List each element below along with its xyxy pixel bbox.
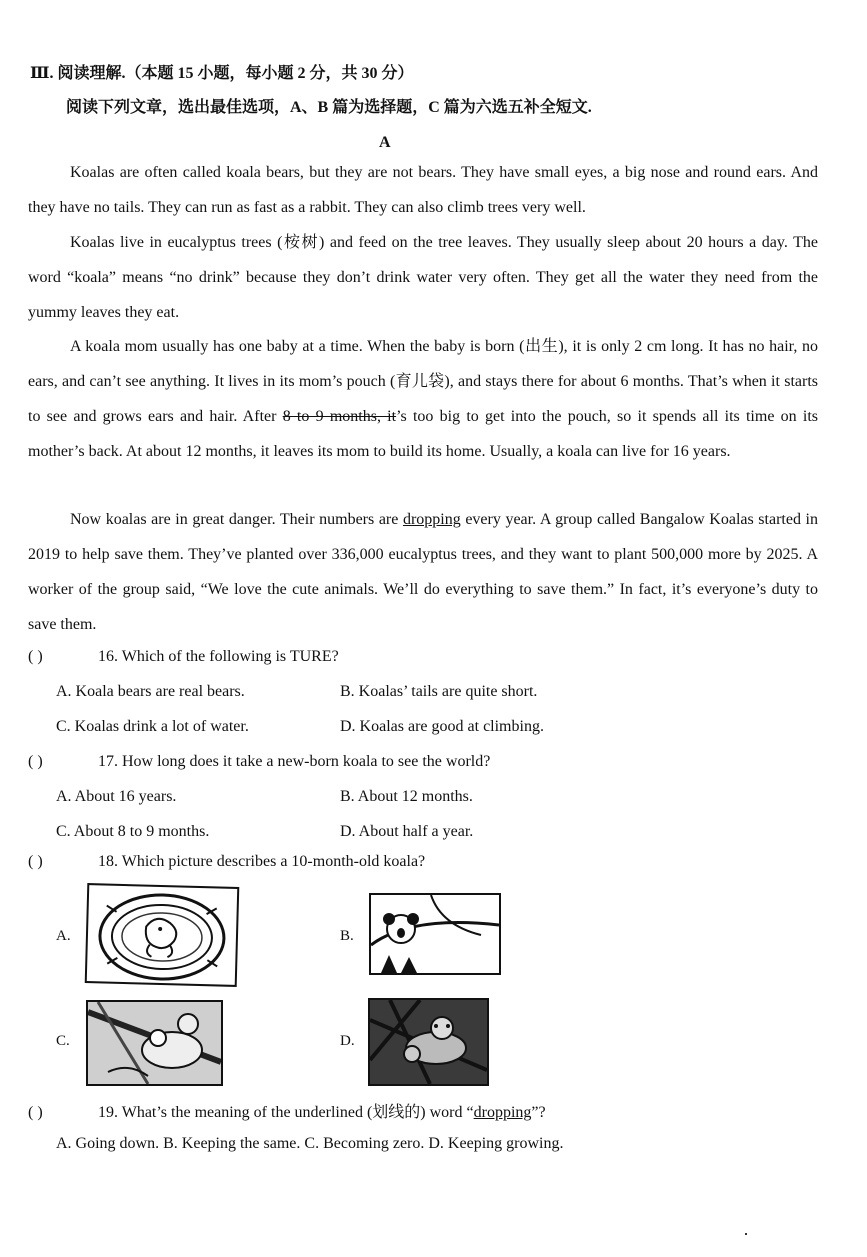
paragraph-3-struck-text: 8 to 9 months, it (282, 408, 397, 425)
question-16 (28, 648, 339, 666)
answer-blank-17[interactable]: ( ) (28, 753, 43, 770)
q18-picture-d (368, 998, 489, 1086)
passage-paragraph-4 (28, 502, 818, 642)
q18-picture-b (369, 893, 501, 975)
q19-options: A. Going down. B. Keeping the same. C. Becoming zero. D. Keeping growing. (56, 1135, 564, 1152)
koala-in-pouch-illustration (87, 885, 237, 985)
paragraph-3-text-b: ’s too big to get into the pouch, so it spends all its time on its mother’s back. At about 12 months, it leaves its mom to build its home. Usually, a koala can live for 16 years. (28, 408, 819, 460)
question-17-stem: 17. How long does it take a new-born koala to see the world? (98, 753, 491, 770)
underlined-word-dropping: dropping (402, 511, 461, 528)
q16-option-c: C. Koalas drink a lot of water. (56, 718, 249, 735)
question-18-stem: 18. Which picture describes a 10-month-old koala? (98, 853, 426, 870)
question-19 (28, 1099, 546, 1122)
koala-on-mothers-back-illustration (370, 1000, 487, 1084)
q18-option-d-label: D. (340, 1033, 355, 1049)
q17-option-d: D. About half a year. (340, 823, 474, 840)
q17-option-c: C. About 8 to 9 months. (56, 823, 210, 840)
q16-option-b: B. Koalas’ tails are quite short. (340, 683, 538, 700)
q18-picture-c (86, 1000, 223, 1086)
q17-option-a: A. About 16 years. (56, 788, 177, 805)
question-19-stem-a: 19. What’s the meaning of the underlined (划线的) word “ (98, 1104, 474, 1121)
passage-paragraph-3 (28, 329, 818, 469)
question-19-stem-b: ”? (531, 1104, 546, 1121)
section-title: Ⅲ. 阅读理解.（本题 15 小题，每小题 2 分，共 30 分） (30, 65, 414, 82)
koala-on-branch-illustration (371, 895, 499, 973)
passage-letter: A (379, 134, 391, 151)
q18-option-a-label: A. (56, 928, 71, 944)
passage-paragraph-2: Koalas live in eucalyptus trees (桉树) and feed on the tree leaves. They usually sleep about 20 hours a day. The word “koala” means “no drink” because they don’t drink water very often. They get all the water they need from the yummy leaves they eat. (28, 234, 818, 321)
question-19-underlined-word: dropping (473, 1104, 532, 1121)
answer-blank-16[interactable]: ( ) (28, 648, 43, 665)
paragraph-4-text-a: Now koalas are in great danger. Their numbers are (70, 511, 403, 528)
q18-picture-a (85, 883, 240, 987)
question-17 (28, 753, 490, 771)
passage-paragraph-1: Koalas are often called koala bears, but they are not bears. They have small eyes, a big nose and round ears. And they have no tails. They can run as fast as a rabbit. They can also climb trees very well. (28, 164, 818, 216)
question-16-stem: 16. Which of the following is TURE? (98, 648, 339, 665)
question-18 (28, 853, 425, 871)
paragraph-3-text-a: A koala mom usually has one baby at a time. When the baby is born (出生), it is only 2 cm long. It has no hair, no ears, and can’t see anything. It lives in its mom’s pouch (育儿袋), and stays there for about 6 months. That’s when it starts to see and grows ears and hair. After (28, 338, 818, 425)
section-instructions: 阅读下列文章，选出最佳选项，A、B 篇为选择题，C 篇为六选五补全短文. (66, 99, 592, 116)
mother-koala-with-baby-illustration (88, 1002, 221, 1084)
q16-option-d: D. Koalas are good at climbing. (340, 718, 544, 735)
answer-blank-19[interactable]: ( ) (28, 1104, 43, 1121)
paragraph-4-text-b: every year. A group called Bangalow Koalas started in 2019 to help save them. They’ve planted over 336,000 eucalyptus trees, and they want to plant 500,000 more by 2025. A worker of the group said, “We love the cute animals. We’ll do everything to save them.” In fact, it’s everyone’s duty to save them. (28, 511, 819, 633)
q16-option-a: A. Koala bears are real bears. (56, 683, 245, 700)
scan-speck (745, 1233, 747, 1235)
answer-blank-18[interactable]: ( ) (28, 853, 43, 870)
q18-option-c-label: C. (56, 1033, 70, 1049)
q17-option-b: B. About 12 months. (340, 788, 473, 805)
q18-option-b-label: B. (340, 928, 354, 944)
